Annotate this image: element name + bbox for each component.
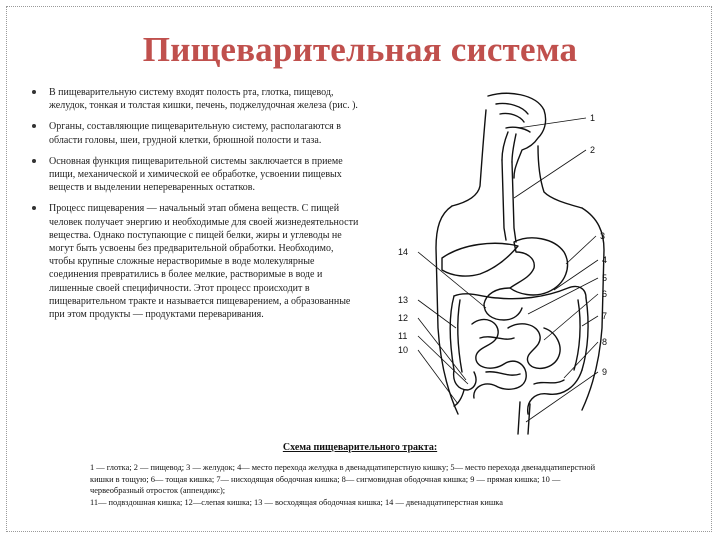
- liver: [442, 243, 518, 276]
- label-13: 13: [398, 295, 409, 305]
- bullet-item: Основная функция пищеварительной системы заключается в приеме пищи, механической и химической ее обработке, усвоении пищевых веществ и выделении непереваренных остатков.: [22, 155, 362, 195]
- label-7: 7: [602, 311, 608, 321]
- caption-title: Схема пищеварительного тракта:: [282, 442, 438, 453]
- nasal-cavity: [496, 103, 528, 122]
- pharynx: [502, 132, 516, 162]
- sigmoid-colon: [528, 370, 582, 414]
- small-intestine: [472, 319, 526, 398]
- digestive-system-diagram: [368, 88, 638, 440]
- label-9: 9: [602, 367, 608, 377]
- appendix: [454, 390, 464, 406]
- label-8: 8: [602, 337, 608, 347]
- slide-title: Пищеварительная система: [142, 30, 578, 69]
- label-10: 10: [398, 345, 409, 355]
- caption-line: 11— подвздошная кишка; 12—слепая кишка; 13 — восходящая ободочная кишка; 14 — двенадцатиперстная кишка: [90, 497, 503, 507]
- caption-line: кишки в тощую; 6— тощая кишка; 7— нисходящая ободочная кишка; 8— сигмовидная ободочная кишка; 9 — прямая кишка; 10 —: [90, 474, 561, 484]
- caption-line: 1 — глотка; 2 — пищевод; 3 — желудок; 4— место перехода желудка в двенадцатиперстную кишку; 5— место перехода двенадцатиперстной: [90, 463, 596, 472]
- label-14: 14: [398, 247, 409, 257]
- label-12: 12: [398, 313, 409, 323]
- label-4: 4: [602, 255, 608, 265]
- duodenum: [484, 288, 522, 320]
- label-3: 3: [600, 231, 606, 241]
- neck-left: [452, 110, 486, 206]
- caption-line: червеобразный отросток (аппендикс);: [90, 486, 226, 495]
- diagram-caption: [90, 462, 700, 508]
- label-1: 1: [590, 113, 596, 123]
- bullet-item: В пищеварительную систему входят полость рта, глотка, пищевод, желудок, тонкая и толстая кишки, печень, поджелудочная железа (рис. ).: [22, 86, 362, 112]
- label-2: 2: [590, 145, 596, 155]
- label-5: 5: [602, 273, 608, 283]
- neck-right: [538, 146, 582, 208]
- ascending-colon: [450, 296, 462, 372]
- bullet-item: Органы, составляющие пищеварительную систему, располагаются в области головы, шеи, грудной клетки, брюшной полости и таза.: [22, 120, 362, 146]
- bullet-list: [22, 86, 362, 329]
- label-11: 11: [398, 331, 408, 341]
- label-6: 6: [602, 289, 608, 299]
- bullet-item: Процесс пищеварения — начальный этап обмена веществ. С пищей человек получает энергию и необходимые для своей жизнедеятельности вещества. Однако поступающие с пищей белки, жиры и углеводы не могут быть усвоены без предварительной обработки. Необходимо, чтобы крупные сложные нерастворимые в воде молекулярные соединения превратились в более мелкие, растворимые в воде и лишенные своей специфичности. Этот процесс происходит в пищеварительном тракте и называется пищеварением, а образованные при этом продукты — продуктами переваривания.: [22, 202, 362, 321]
